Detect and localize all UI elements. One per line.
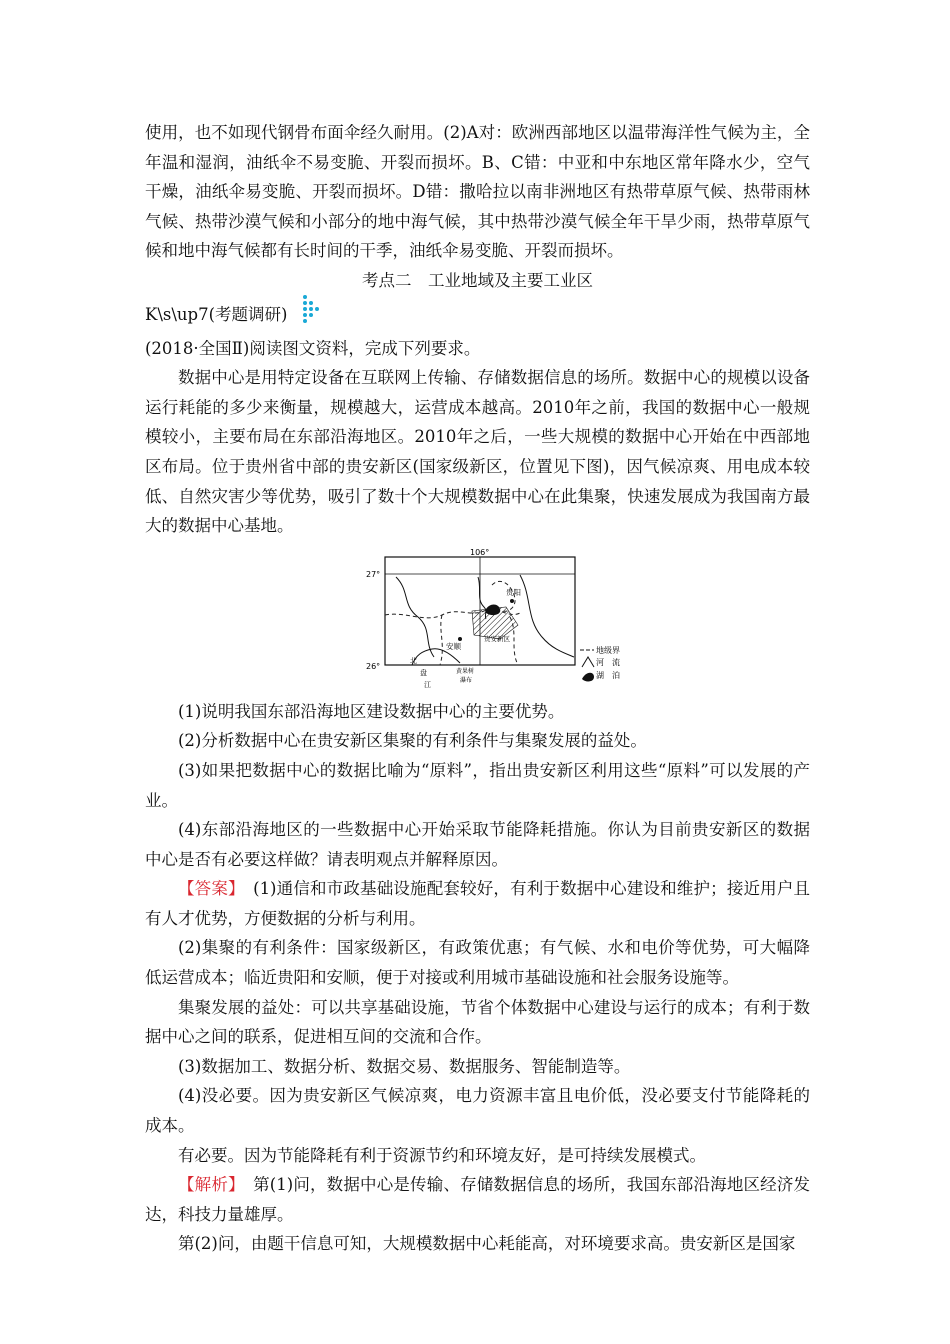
analysis-1-text: 第(1)问，数据中心是传输、存储数据信息的场所，我国东部沿海地区经济发达，科技力量雄厚。	[145, 1175, 811, 1224]
material-paragraph: 数据中心是用特定设备在互联网上传输、存储数据信息的场所。数据中心的规模以设备运行耗能的多少来衡量，规模越大，运营成本越高。2010年之前，我国的数据中心一般规模较小，主要布局在东部沿海地区。2010年之后，一些大规模的数据中心开始在中西部地区布局。位于贵州省中部的贵安新区(国家级新区，位置见下图)，因气候凉爽、用电成本较低、自然灾害少等优势，吸引了数十个大规模数据中心在此集聚，快速发展成为我国南方最大的数据中心基地。	[145, 368, 810, 536]
arrow-icon	[301, 294, 323, 326]
legend-river: 河 流	[596, 657, 620, 667]
kaoti-row	[145, 296, 810, 334]
answer-1-text: (1)通信和市政基础设施配套较好，有利于数据中心建设和维护；接近用户且有人才优势，方便数据的分析与利用。	[145, 879, 811, 928]
kaoti-label: K\s\up7(考题调研)	[145, 304, 288, 324]
waterfall-2: 瀑布	[460, 676, 473, 684]
section-title: 考点二 工业地域及主要工业区	[362, 270, 593, 290]
river-pan: 盘	[420, 668, 427, 677]
map-svg	[360, 545, 660, 697]
answer-1	[145, 874, 810, 933]
guian-map	[360, 545, 660, 697]
city-anshun: 安顺	[446, 641, 461, 651]
answer-label: 【答案】	[178, 879, 237, 899]
waterfall-1: 黄果树	[456, 667, 475, 675]
legend-river-line	[582, 657, 594, 667]
answer-2-conditions: (2)集聚的有利条件：国家级新区，有政策优惠；有气候、水和电价等优势，可大幅降低运营成本；临近贵阳和安顺，便于对接或利用城市基础设施和社会服务设施等。	[145, 938, 810, 988]
question-source: (2018·全国Ⅱ)阅读图文资料，完成下列要求。	[145, 338, 481, 358]
answer-2-benefits: 集聚发展的益处：可以共享基础设施，节省个体数据中心建设与运行的成本；有利于数据中心之间的联系，促进相互间的交流和合作。	[145, 997, 810, 1047]
analysis-2: 第(2)问，由题干信息可知，大规模数据中心耗能高，对环境要求高。贵安新区是国家	[178, 1234, 796, 1254]
river-jiang: 江	[424, 680, 431, 689]
legend-boundary: 地级界	[596, 645, 620, 655]
legend-lake: 湖 泊	[596, 670, 620, 680]
lat-top-label: 27°	[366, 569, 381, 579]
river-bei: 北	[410, 656, 417, 665]
city-guiyang: 贵阳	[506, 587, 521, 597]
answer-4-yes: 有必要。因为节能降耗有利于资源节约和环境友好，是可持续发展模式。	[178, 1145, 706, 1165]
answer-3: (3)数据加工、数据分析、数据交易、数据服务、智能制造等。	[178, 1056, 631, 1076]
question-3: (3)如果把数据中心的数据比喻为“原料”，指出贵安新区利用这些“原料”可以发展的产业。	[145, 760, 810, 810]
legend-lake-shape	[582, 672, 594, 681]
answer-4-no: (4)没必要。因为贵安新区气候凉爽，电力资源丰富且电价低，没必要支付节能降耗的成本。	[145, 1086, 810, 1136]
question-1: (1)说明我国东部沿海地区建设数据中心的主要优势。	[178, 701, 565, 721]
previous-answer-tail: 使用，也不如现代钢骨布面伞经久耐用。(2)A对：欧洲西部地区以温带海洋性气候为主，全年温和湿润，油纸伞不易变脆、开裂而损坏。B、C错：中亚和中东地区常年降水少，空气干燥，油纸伞易变脆、开裂而损坏。D错：撒哈拉以南非洲地区有热带草原气候、热带雨林气候、热带沙漠气候和小部分的地中海气候，其中热带沙漠气候全年干旱少雨，热带草原气候和地中海气候都有长时间的干季，油纸伞易变脆、开裂而损坏。	[145, 123, 810, 261]
analysis-label: 【解析】	[178, 1175, 237, 1195]
lon-label: 106°	[470, 547, 490, 557]
lat-bottom-label: 26°	[366, 661, 381, 671]
analysis-1	[145, 1170, 810, 1229]
question-4: (4)东部沿海地区的一些数据中心开始采取节能降耗措施。你认为目前贵安新区的数据中心是否有必要这样做？请表明观点并解释原因。	[145, 820, 810, 869]
question-2: (2)分析数据中心在贵安新区集聚的有利条件与集聚发展的益处。	[178, 731, 647, 751]
zone-label: 贵安新区	[484, 634, 510, 643]
document-page	[145, 118, 810, 1259]
